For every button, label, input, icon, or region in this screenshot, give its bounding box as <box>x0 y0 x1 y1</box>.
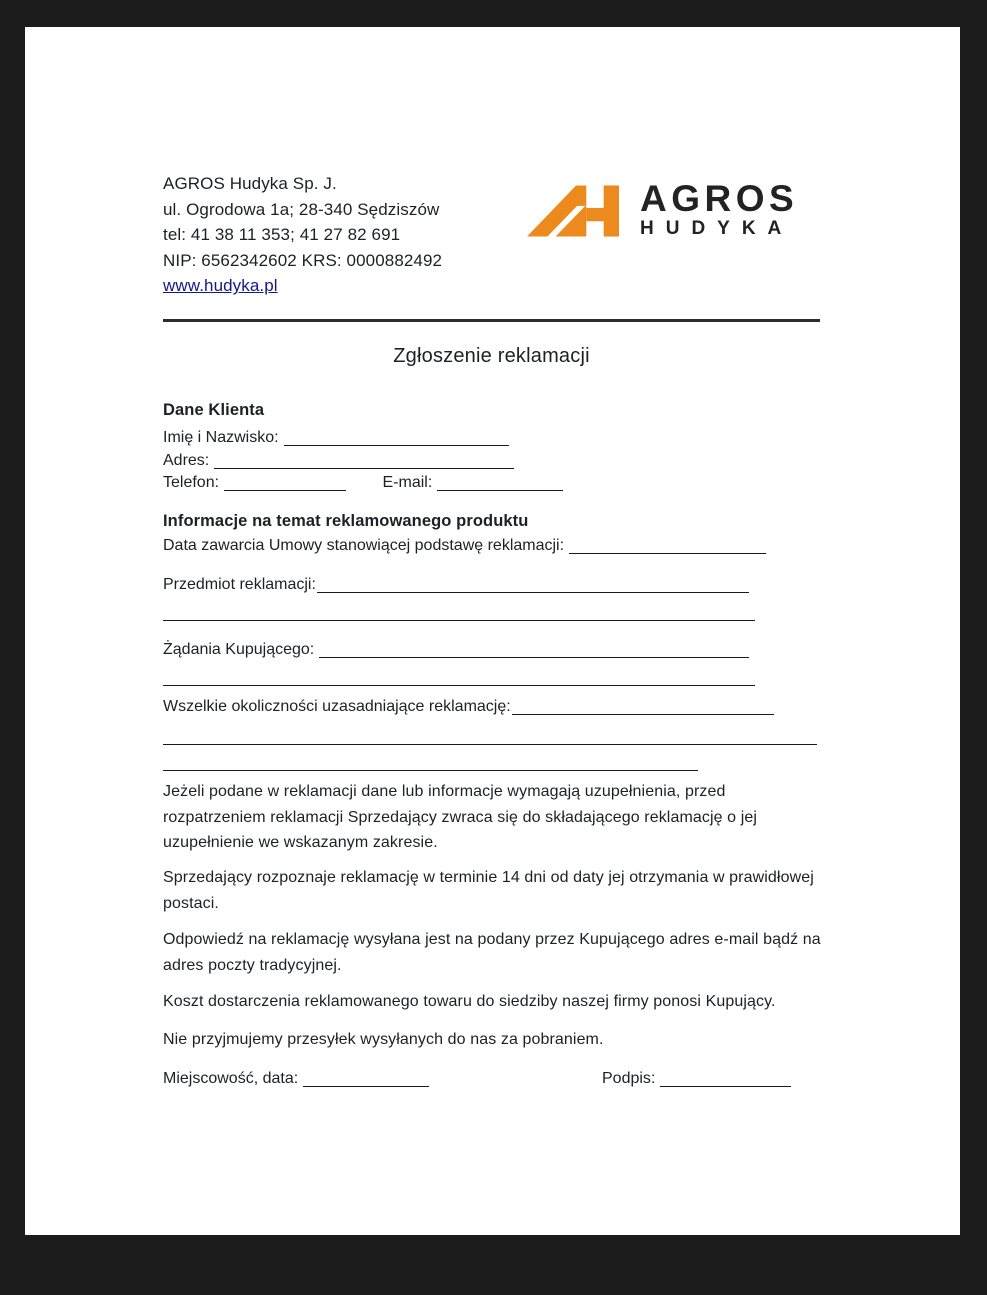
product-section-heading: Informacje na temat reklamowanego produktu <box>163 512 529 530</box>
place-date-label: Miejscowość, data: <box>163 1070 299 1087</box>
logo-monogram-icon <box>527 185 619 237</box>
circumstances-blank <box>512 697 774 715</box>
document-page <box>25 27 960 1235</box>
client-address-blank <box>214 451 514 469</box>
terms-paragraph-2: Sprzedający rozpoznaje reklamację w terminie 14 dni od daty jej otrzymania w prawidłowej postaci. <box>163 869 814 912</box>
logo-brand-top: AGROS <box>640 178 799 219</box>
company-address: ul. Ogrodowa 1a; 28-340 Sędziszów <box>163 199 440 219</box>
client-email-label: E-mail: <box>382 474 433 491</box>
contract-date-blank <box>569 536 766 554</box>
client-address-label: Adres: <box>163 452 210 469</box>
contract-date-label: Data zawarcia Umowy stanowiącej podstawę reklamacji: <box>163 537 565 554</box>
circumstances-blank-line2 <box>163 744 817 745</box>
circumstances-row <box>163 697 774 716</box>
place-date-row <box>163 1069 429 1088</box>
company-name: AGROS Hudyka Sp. J. <box>163 174 337 193</box>
signature-blank <box>660 1069 791 1087</box>
buyer-demands-row <box>163 640 749 659</box>
client-name-label: Imię i Nazwisko: <box>163 429 279 446</box>
company-info-block <box>163 171 442 299</box>
terms-paragraph-5: Nie przyjmujemy przesyłek wysyłanych do nas za pobraniem. <box>163 1031 604 1048</box>
complaint-subject-label: Przedmiot reklamacji: <box>163 576 316 593</box>
client-section-heading: Dane Klienta <box>163 401 265 419</box>
signature-label: Podpis: <box>602 1070 656 1087</box>
contract-date-row <box>163 536 766 555</box>
circumstances-label: Wszelkie okoliczności uzasadniające reklamację: <box>163 698 511 715</box>
client-name-blank <box>284 428 509 446</box>
complaint-subject-blank <box>317 575 749 593</box>
complaint-subject-blank-line2 <box>163 620 755 621</box>
logo-wordmark <box>640 178 799 239</box>
client-phone-email-row <box>163 473 563 492</box>
buyer-demands-label: Żądania Kupującego: <box>163 641 315 658</box>
buyer-demands-blank <box>319 640 749 658</box>
document-title: Zgłoszenie reklamacji <box>393 345 590 367</box>
complaint-subject-row <box>163 575 749 594</box>
signature-row <box>602 1069 791 1088</box>
client-address-row <box>163 451 514 470</box>
client-phone-label: Telefon: <box>163 474 220 491</box>
circumstances-blank-line3 <box>163 770 698 771</box>
header-separator <box>163 319 820 322</box>
company-website-link[interactable]: www.hudyka.pl <box>163 276 278 296</box>
terms-paragraph-4: Koszt dostarczenia reklamowanego towaru do siedziby naszej firmy ponosi Kupujący. <box>163 993 776 1010</box>
company-logo <box>527 178 799 239</box>
client-phone-blank <box>224 473 346 491</box>
logo-brand-bottom: HUDYKA <box>640 218 794 239</box>
terms-paragraph-3: Odpowiedź na reklamację wysyłana jest na podany przez Kupującego adres e-mail bądź na adres poczty tradycyjnej. <box>163 931 821 974</box>
company-phone: tel: 41 38 11 353; 41 27 82 691 <box>163 225 401 245</box>
company-registry: NIP: 6562342602 KRS: 0000882492 <box>163 250 443 270</box>
buyer-demands-blank-line2 <box>163 685 755 686</box>
terms-paragraph-1: Jeżeli podane w reklamacji dane lub informacje wymagają uzupełnienia, przed rozpatrzeniem reklamacji Sprzedający zwraca się do składającego reklamację o jej uzupełnienie we wskazanym zakresie. <box>163 783 758 851</box>
place-date-blank <box>303 1069 429 1087</box>
client-name-row <box>163 428 509 447</box>
client-email-blank <box>437 473 563 491</box>
